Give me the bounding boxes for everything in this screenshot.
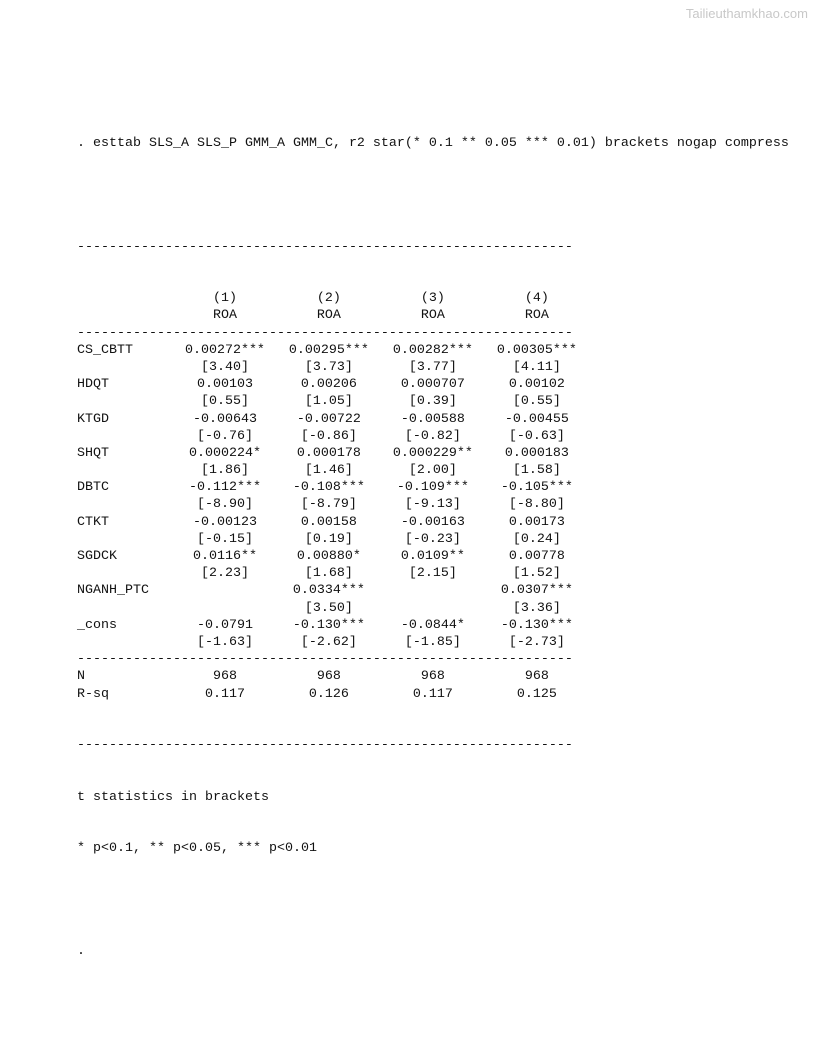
cell: (3)	[420, 291, 445, 307]
stat-row	[77, 686, 789, 703]
cell: ROA	[420, 308, 445, 324]
tstat-row	[77, 462, 789, 479]
stat-row	[77, 668, 789, 685]
note-t-stats: t statistics in brackets	[77, 789, 269, 805]
tstat-row	[77, 565, 789, 582]
tstat-row	[77, 496, 789, 513]
cell: ROA	[524, 308, 549, 324]
cell: 0.00102	[508, 377, 565, 393]
cell: 0.000229**	[392, 445, 473, 461]
row-label	[77, 531, 173, 548]
cell: 0.0334***	[292, 583, 365, 599]
cell	[381, 600, 485, 617]
cell: -0.00163	[400, 514, 465, 530]
cell: [1.52]	[512, 566, 561, 582]
cell: [4.11]	[512, 359, 561, 375]
watermark: Tailieuthamkhao.com	[685, 6, 808, 21]
tstat-row	[77, 531, 789, 548]
divider-header: --------------------------------------------------------------	[77, 325, 573, 341]
row-label	[77, 496, 173, 513]
row-label	[77, 307, 173, 324]
cell: [1.05]	[304, 394, 353, 410]
cell: [-0.15]	[196, 531, 253, 547]
cell: [3.36]	[512, 600, 561, 616]
row-label: CTKT	[77, 514, 109, 530]
cell: 968	[524, 669, 549, 685]
cell: 0.00173	[508, 514, 565, 530]
cell: 0.00103	[196, 377, 253, 393]
cell: 968	[316, 669, 341, 685]
cell: -0.00123	[192, 514, 257, 530]
cell: -0.0844*	[400, 617, 465, 633]
tstat-row	[77, 393, 789, 410]
divider-stats: --------------------------------------------------------------	[77, 652, 573, 668]
cell: 0.00880*	[296, 549, 361, 564]
cell: [1.68]	[304, 566, 353, 582]
cell: 0.00282***	[392, 342, 473, 358]
row-label: KTGD	[77, 411, 109, 427]
row-label: _cons	[77, 617, 117, 633]
cell: 968	[212, 669, 237, 685]
cell: [1.58]	[512, 463, 561, 479]
cell: [-0.76]	[196, 428, 253, 444]
cell: [-1.63]	[196, 634, 253, 650]
coef-row	[77, 411, 789, 428]
row-label	[77, 359, 173, 376]
cell: 0.000178	[296, 445, 361, 461]
cell: -0.130***	[500, 617, 573, 633]
header-numbers	[77, 290, 789, 307]
row-label: DBTC	[77, 480, 109, 496]
cell: [1.86]	[200, 463, 249, 479]
coef-row	[77, 445, 789, 462]
cell: [-1.85]	[404, 634, 461, 650]
cell: 0.00778	[508, 549, 565, 564]
cell: [0.55]	[200, 394, 249, 410]
row-label	[77, 565, 173, 582]
cell: [0.24]	[512, 531, 561, 547]
cell: -0.108***	[292, 480, 365, 496]
cell: 0.0307***	[500, 583, 573, 599]
row-label	[77, 428, 173, 445]
coef-row	[77, 617, 789, 634]
cell: 0.117	[412, 686, 453, 702]
cell: (1)	[212, 291, 237, 307]
cell: 0.000183	[504, 445, 569, 461]
cell: [-8.79]	[300, 497, 357, 513]
row-label	[77, 393, 173, 410]
cell	[173, 582, 277, 599]
cell: [-2.62]	[300, 634, 357, 650]
cell: -0.00588	[400, 411, 465, 427]
cell: -0.00455	[504, 411, 569, 427]
coef-row	[77, 479, 789, 496]
row-label	[77, 600, 173, 617]
cell: [-0.86]	[300, 428, 357, 444]
row-label	[77, 462, 173, 479]
cell: 0.00305***	[496, 342, 577, 358]
cell: [-0.82]	[404, 428, 461, 444]
row-label: HDQT	[77, 377, 109, 393]
cell: -0.00722	[296, 411, 361, 427]
cell: (2)	[316, 291, 341, 307]
cell: [0.55]	[512, 394, 561, 410]
cell: [-8.90]	[196, 497, 253, 513]
row-label	[77, 634, 173, 651]
row-label: R-sq	[77, 686, 109, 702]
cell: ROA	[212, 308, 237, 324]
cell: [3.40]	[200, 359, 249, 375]
tstat-row	[77, 359, 789, 376]
cell: -0.130***	[292, 617, 365, 633]
cell: 0.00158	[300, 514, 357, 530]
tstat-row	[77, 634, 789, 651]
cell: [3.50]	[304, 600, 353, 616]
tstat-row	[77, 600, 789, 617]
row-label: NGANH_PTC	[77, 583, 149, 599]
cell: 0.126	[308, 686, 349, 702]
cell: [3.77]	[408, 359, 457, 375]
cell: 968	[420, 669, 445, 685]
row-label: SGDCK	[77, 549, 117, 564]
cell: [1.46]	[304, 463, 353, 479]
note-significance: * p<0.1, ** p<0.05, *** p<0.01	[77, 841, 317, 857]
cell: 0.00206	[300, 377, 357, 393]
tstat-row	[77, 428, 789, 445]
cell	[173, 600, 277, 617]
header-depvars	[77, 307, 789, 324]
row-label: CS_CBTT	[77, 342, 133, 358]
cell: ROA	[316, 308, 341, 324]
cell: [2.23]	[200, 566, 249, 582]
cell: [-2.73]	[508, 634, 565, 650]
prompt: .	[77, 944, 85, 960]
cell: 0.117	[204, 686, 245, 702]
cell: -0.112***	[188, 480, 261, 496]
cell: [-0.23]	[404, 531, 461, 547]
cell: [2.00]	[408, 463, 457, 479]
cell: -0.0791	[196, 617, 253, 633]
cell: [2.15]	[408, 566, 457, 582]
coef-row	[77, 548, 789, 565]
cell: 0.000224*	[188, 445, 261, 461]
cell: 0.00295***	[288, 342, 369, 358]
row-label	[77, 290, 173, 307]
cell: [0.19]	[304, 531, 353, 547]
cell: [-0.63]	[508, 428, 565, 444]
row-label: N	[77, 669, 85, 685]
cell: (4)	[524, 291, 549, 307]
cell: [3.73]	[304, 359, 353, 375]
cell: 0.125	[516, 686, 557, 702]
stata-output	[77, 101, 789, 978]
cell: -0.105***	[500, 480, 573, 496]
cell: [-8.80]	[508, 497, 565, 513]
coef-row	[77, 514, 789, 531]
cell	[381, 582, 485, 599]
coef-row	[77, 582, 789, 599]
divider-top: --------------------------------------------------------------	[77, 239, 573, 255]
cell: 0.00272***	[184, 342, 265, 358]
divider-bottom: --------------------------------------------------------------	[77, 738, 573, 754]
command-line: . esttab SLS_A SLS_P GMM_A GMM_C, r2 star(* 0.1 ** 0.05 *** 0.01) brackets nogap compress	[77, 136, 789, 152]
regression-table	[77, 290, 789, 703]
coef-row	[77, 342, 789, 359]
cell: -0.00643	[192, 411, 257, 427]
coef-row	[77, 376, 789, 393]
cell: [-9.13]	[404, 497, 461, 513]
cell: 0.0116**	[192, 549, 257, 564]
cell: 0.000707	[400, 377, 465, 393]
cell: -0.109***	[396, 480, 469, 496]
cell: 0.0109**	[400, 549, 465, 564]
row-label: SHQT	[77, 445, 109, 461]
cell: [0.39]	[408, 394, 457, 410]
